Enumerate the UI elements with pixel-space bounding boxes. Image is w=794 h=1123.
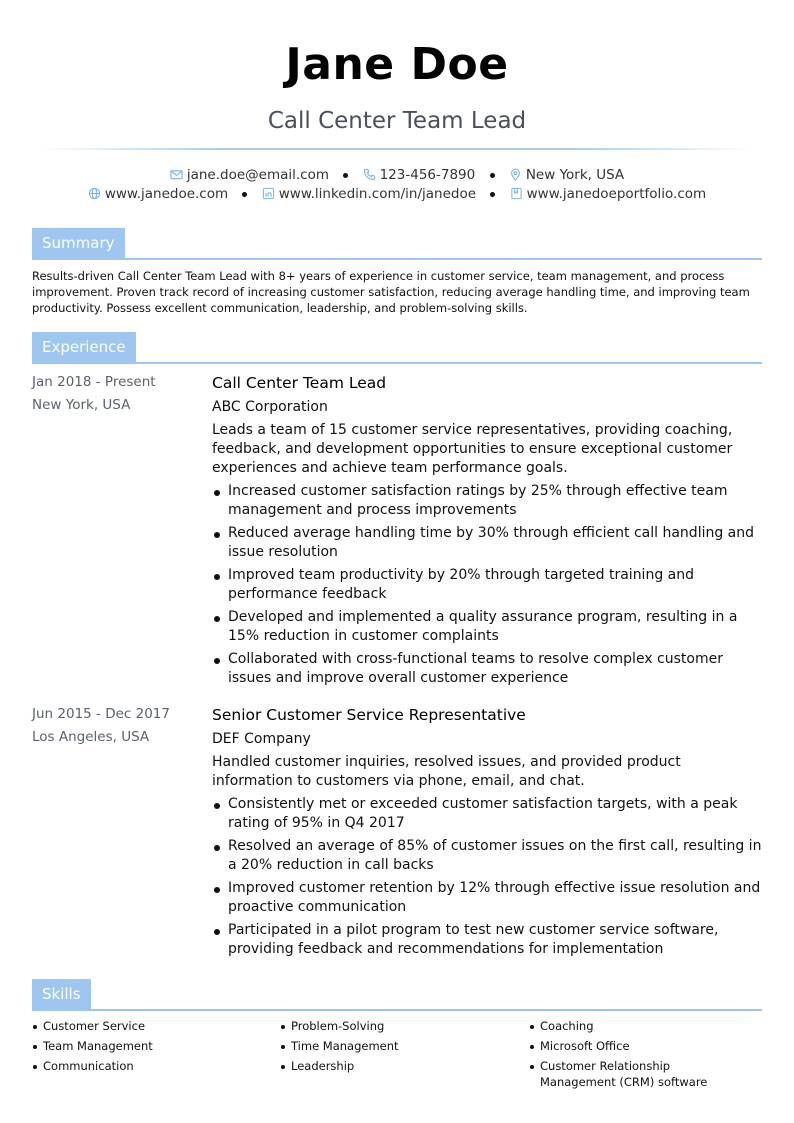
skill-item: Customer Service bbox=[32, 1018, 252, 1034]
skill-item: Customer Relationship Management (CRM) software bbox=[529, 1058, 749, 1090]
job-dates: Jan 2018 - Present bbox=[32, 374, 156, 390]
skill-item: Problem-Solving bbox=[280, 1018, 500, 1034]
job-company: DEF Company bbox=[212, 731, 311, 747]
contact-email-text: jane.doe@email.com bbox=[186, 167, 329, 183]
contact-location bbox=[509, 166, 624, 184]
contact-website[interactable] bbox=[88, 185, 228, 203]
job-description: Handled customer inquiries, resolved issues, and provided product information to customers via phone, email, and chat. bbox=[212, 754, 681, 789]
achievement-item: Resolved an average of 85% of customer issues on the first call, resulting in a 20% reduction in call backs bbox=[212, 837, 764, 875]
envelope-icon bbox=[170, 168, 183, 181]
experience-section-header bbox=[32, 332, 762, 364]
contact-row-primary bbox=[0, 166, 794, 184]
skill-item: Time Management bbox=[280, 1038, 500, 1054]
linkedin-icon bbox=[262, 187, 275, 200]
candidate-title: Call Center Team Lead bbox=[267, 108, 527, 134]
achievement-item: Reduced average handling time by 30% through efficient call handling and issue resolution bbox=[212, 524, 764, 562]
job-description: Leads a team of 15 customer service representatives, providing coaching, feedback, and development opportunities to ensure exceptional customer experiences and achieve team performance goals. bbox=[212, 422, 733, 476]
job-meta bbox=[32, 373, 207, 414]
contact-phone-text: 123-456-7890 bbox=[379, 167, 476, 183]
achievement-item: Developed and implemented a quality assurance program, resulting in a 15% reduction in customer complaints bbox=[212, 608, 764, 646]
candidate-name: Jane Doe bbox=[285, 39, 509, 90]
bookmark-icon bbox=[510, 187, 523, 200]
job-achievements bbox=[212, 795, 764, 959]
skills-column bbox=[280, 1018, 500, 1078]
skills-column bbox=[529, 1018, 749, 1094]
contact-portfolio[interactable] bbox=[510, 185, 707, 203]
globe-icon bbox=[88, 187, 101, 200]
map-pin-icon bbox=[509, 168, 522, 181]
contact-website-text: www.janedoe.com bbox=[104, 186, 229, 202]
separator-dot bbox=[490, 173, 495, 178]
summary-text: Results-driven Call Center Team Lead with 8+ years of experience in customer service, team management, and process improvement. Proven track record of increasing customer satisfaction, reducing average handling time, and improving team productivity. Possess excellent communication, leadership, and problem-solving skills. bbox=[32, 269, 750, 315]
contact-linkedin[interactable] bbox=[262, 185, 476, 203]
job-achievements bbox=[212, 482, 764, 688]
contact-phone[interactable] bbox=[363, 166, 476, 184]
separator-dot bbox=[242, 192, 247, 197]
job-meta bbox=[32, 705, 207, 746]
achievement-item: Improved customer retention by 12% through effective issue resolution and proactive communication bbox=[212, 879, 764, 917]
separator-dot bbox=[490, 192, 495, 197]
skills-section-header bbox=[32, 979, 762, 1011]
achievement-item: Improved team productivity by 20% through targeted training and performance feedback bbox=[212, 566, 764, 604]
job-details bbox=[212, 705, 764, 963]
skill-item: Microsoft Office bbox=[529, 1038, 749, 1054]
job-title: Call Center Team Lead bbox=[212, 374, 387, 392]
contact-linkedin-text: www.linkedin.com/in/janedoe bbox=[278, 186, 477, 202]
contact-email[interactable] bbox=[170, 166, 329, 184]
skills-column bbox=[32, 1018, 252, 1078]
skill-item: Coaching bbox=[529, 1018, 749, 1034]
skills-heading: Skills bbox=[32, 979, 91, 1009]
job-company: ABC Corporation bbox=[212, 399, 328, 415]
skill-item: Communication bbox=[32, 1058, 252, 1074]
job-location: New York, USA bbox=[32, 397, 131, 413]
experience-heading: Experience bbox=[32, 332, 136, 362]
contact-portfolio-text: www.janedoeportfolio.com bbox=[526, 186, 707, 202]
summary-heading: Summary bbox=[32, 228, 125, 258]
separator-dot bbox=[343, 173, 348, 178]
achievement-item: Consistently met or exceeded customer satisfaction targets, with a peak rating of 95% in Q4 2017 bbox=[212, 795, 764, 833]
job-details bbox=[212, 373, 764, 692]
job-title: Senior Customer Service Representative bbox=[212, 706, 526, 724]
contact-location-text: New York, USA bbox=[525, 167, 625, 183]
contact-row-secondary bbox=[0, 185, 794, 203]
achievement-item: Collaborated with cross-functional teams to resolve complex customer issues and improve overall customer experience bbox=[212, 650, 764, 688]
skill-item: Team Management bbox=[32, 1038, 252, 1054]
phone-icon bbox=[363, 168, 376, 181]
header-divider bbox=[40, 148, 754, 150]
summary-section-header bbox=[32, 228, 762, 260]
achievement-item: Increased customer satisfaction ratings by 25% through effective team management and process improvements bbox=[212, 482, 764, 520]
job-dates: Jun 2015 - Dec 2017 bbox=[32, 706, 170, 722]
achievement-item: Participated in a pilot program to test new customer service software, providing feedback and recommendations for implementation bbox=[212, 921, 764, 959]
skill-item: Leadership bbox=[280, 1058, 500, 1074]
job-location: Los Angeles, USA bbox=[32, 729, 150, 745]
